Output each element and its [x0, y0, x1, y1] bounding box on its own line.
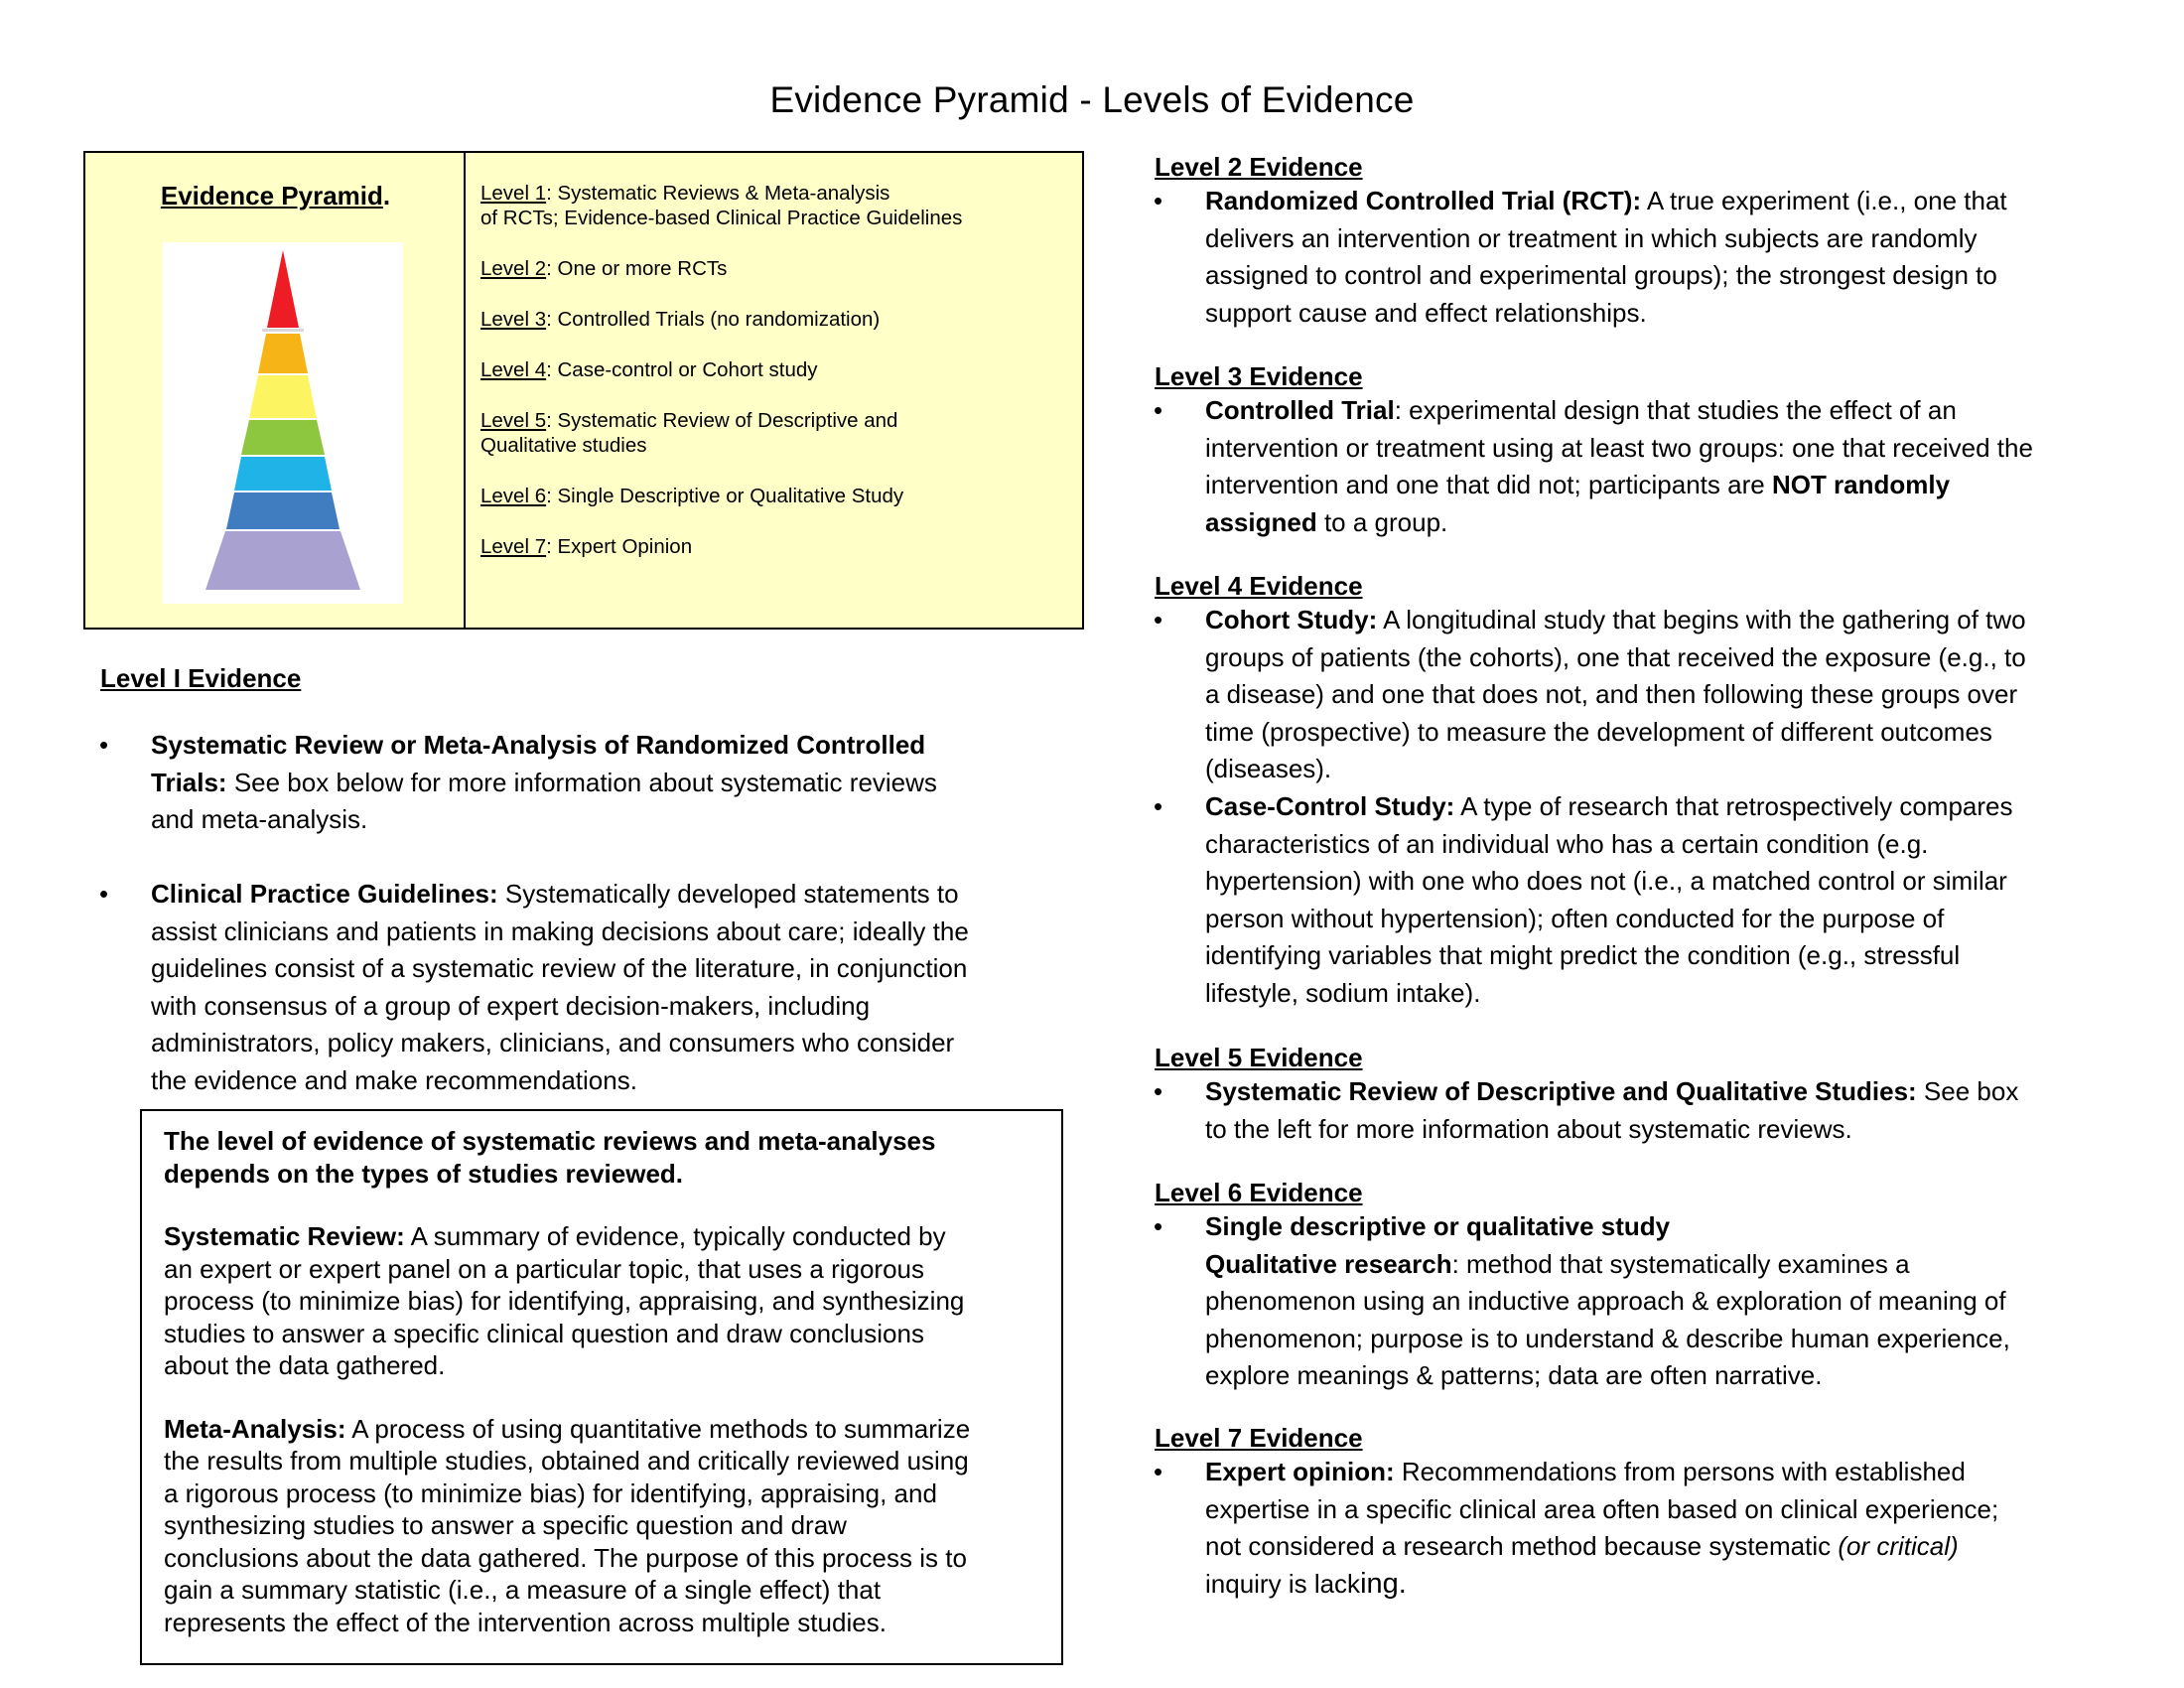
pyramid-tier-5 [234, 457, 332, 491]
item-text: : experimental design that studies the effect of an [1394, 395, 1957, 425]
sr-term: Systematic Review: [164, 1221, 405, 1251]
level-text: : Single Descriptive or Qualitative Study [546, 485, 904, 507]
level-text: : Systematic Reviews & Meta-analysis [546, 182, 890, 205]
level-3-heading: Level 3 Evidence [1155, 361, 1363, 391]
item-line: not considered a research method because systematic [1205, 1531, 1839, 1561]
ma-line: gain a summary statistic (i.e., a measure of a single effect) that [164, 1575, 882, 1605]
level-5-item-systematic-review [1205, 1073, 2158, 1148]
item-term-cont: Trials: [151, 767, 227, 797]
item-line: the evidence and make recommendations. [151, 1064, 637, 1095]
bullet: • [99, 879, 109, 909]
item-line: phenomenon using an inductive approach & exploration of meaning of [1205, 1286, 2006, 1316]
level-4-item-case-control-study [1205, 788, 2158, 1012]
item-emphasis: assigned [1205, 506, 1317, 537]
level-label: Level 5 [480, 409, 547, 432]
pyramid-level-6 [480, 484, 1066, 508]
item-line: characteristics of an individual who has a certain condition (e.g. [1205, 828, 1929, 859]
item-term: Randomized Controlled Trial (RCT): [1205, 186, 1642, 215]
item-term: Case-Control Study: [1205, 791, 1455, 821]
item-line: lifestyle, sodium intake). [1205, 977, 1481, 1008]
item-term: Single descriptive or qualitative study [1205, 1211, 1671, 1241]
item-line: assist clinicians and patients in making decisions about care; ideally the [151, 915, 969, 946]
level-label: Level 4 [480, 358, 547, 381]
sr-text: A summary of evidence, typically conducted by [404, 1221, 946, 1251]
item-line-end: ing. [1360, 1567, 1407, 1600]
pyramid-tier-4 [241, 420, 325, 455]
item-line: identifying variables that might predict the condition (e.g., stressful [1205, 940, 1961, 970]
item-line: to the left for more information about systematic reviews. [1205, 1113, 1852, 1144]
sr-definition [164, 1220, 1037, 1382]
sr-line: about the data gathered. [164, 1350, 446, 1380]
item-term: Systematic Review of Descriptive and Qualitative Studies: [1205, 1076, 1917, 1106]
item-term: Controlled Trial [1205, 395, 1395, 425]
ma-definition [164, 1413, 1037, 1639]
item-line: person without hypertension); often conducted for the purpose of [1205, 903, 1945, 933]
level-6-heading: Level 6 Evidence [1155, 1178, 1363, 1207]
item-line: a disease) and one that does not, and then following these groups over [1205, 679, 2018, 709]
level-label: Level 1 [480, 182, 547, 205]
page-title: Evidence Pyramid - Levels of Evidence [769, 79, 1415, 120]
item-line: intervention or treatment using at least two groups: one that received the [1205, 432, 2033, 463]
level-6-item-qualitative-study [1205, 1208, 2158, 1395]
item-term: Cohort Study: [1205, 605, 1378, 634]
sr-line: studies to answer a specific clinical question and draw conclusions [164, 1318, 924, 1348]
level-2-item-rct [1205, 183, 2138, 332]
pyramid-panel [85, 153, 466, 628]
sr-intro-line: The level of evidence of systematic reviews and meta-analyses [164, 1126, 936, 1156]
level-1-heading: Level I Evidence [100, 663, 302, 693]
item-text: : method that systematically examines a [1451, 1248, 1910, 1279]
level-5-heading: Level 5 Evidence [1155, 1043, 1363, 1072]
level-7-item-expert-opinion [1205, 1454, 2158, 1603]
bullet: • [99, 730, 109, 760]
item-text: A true experiment (i.e., one that [1641, 186, 2007, 215]
item-text-cont: and meta-analysis. [151, 804, 368, 834]
item-text: Recommendations from persons with established [1394, 1457, 1966, 1486]
item-term: Expert opinion: [1205, 1457, 1395, 1486]
bullet: • [1154, 605, 1163, 634]
item-text: See box below for more information about systematic reviews [226, 767, 937, 797]
item-line: support cause and effect relationships. [1205, 297, 1647, 328]
ma-text: A process of using quantitative methods to summarize [345, 1413, 971, 1444]
item-line: with consensus of a group of expert decision-makers, including [151, 990, 871, 1021]
level-text: : Systematic Review of Descriptive and [546, 409, 898, 432]
item-term: Clinical Practice Guidelines: [151, 879, 498, 909]
item-text: Systematically developed statements to [497, 879, 959, 909]
pyramid-level-2 [480, 256, 1066, 281]
level-label: Level 7 [480, 535, 547, 558]
pyramid-heading [85, 181, 466, 211]
item-line: phenomenon; purpose is to understand & describe human experience, [1205, 1323, 2010, 1353]
level-label: Level 6 [480, 485, 547, 507]
pyramid-level-4 [480, 357, 1066, 382]
item-italic: (or critical) [1838, 1531, 1959, 1561]
sr-intro [164, 1125, 1037, 1190]
bullet: • [1154, 395, 1163, 425]
item-line: groups of patients (the cohorts), one that received the exposure (e.g., to [1205, 641, 2026, 672]
item-line: inquiry is lack [1205, 1568, 1361, 1599]
item-text: A longitudinal study that begins with the gathering of two [1377, 605, 2026, 634]
sr-line: process (to minimize bias) for identifying, appraising, and synthesizing [164, 1286, 965, 1316]
bullet: • [1154, 1457, 1163, 1486]
pyramid-heading-text: Evidence Pyramid [160, 181, 383, 211]
level-text: : Controlled Trials (no randomization) [546, 308, 881, 331]
bullet: • [1154, 1076, 1163, 1106]
item-term: Qualitative research [1205, 1248, 1452, 1279]
level-text-cont: Qualitative studies [480, 434, 647, 457]
evidence-pyramid-box [83, 151, 1084, 630]
level-text: : Case-control or Cohort study [546, 358, 818, 381]
ma-line: conclusions about the data gathered. The purpose of this process is to [164, 1542, 967, 1573]
pyramid-level-5 [480, 408, 1066, 458]
ma-line: represents the effect of the intervention across multiple studies. [164, 1607, 887, 1637]
pyramid-levels-list [480, 181, 1066, 585]
bullet: • [1154, 1211, 1163, 1241]
level-text-cont: of RCTs; Evidence-based Clinical Practice Guidelines [480, 207, 963, 229]
item-line: expertise in a specific clinical area often based on clinical experience; [1205, 1493, 1999, 1524]
level-label: Level 3 [480, 308, 547, 331]
pyramid-tier-3 [249, 375, 317, 418]
pyramid-tier-7 [205, 531, 360, 590]
sr-box-content [164, 1125, 1037, 1669]
ma-line: a rigorous process (to minimize bias) for identifying, appraising, and [164, 1477, 937, 1508]
item-emphasis: NOT randomly [1771, 470, 1951, 499]
item-line: time (prospective) to measure the development of different outcomes [1205, 716, 1992, 747]
sr-intro-line: depends on the types of studies reviewed. [164, 1158, 684, 1189]
level-3-item-controlled-trial [1205, 392, 2158, 541]
item-text: See box [1916, 1076, 2019, 1106]
item-term: Systematic Review or Meta-Analysis of Randomized Controlled [151, 730, 926, 760]
sr-line: an expert or expert panel on a particular topic, that uses a rigorous [164, 1253, 924, 1284]
level-4-heading: Level 4 Evidence [1155, 571, 1363, 601]
item-line: to a group. [1316, 506, 1448, 537]
item-line: guidelines consist of a systematic review of the literature, in conjunction [151, 953, 968, 983]
pyramid-level-1 [480, 181, 1066, 230]
level-text: : One or more RCTs [546, 257, 728, 280]
ma-line: the results from multiple studies, obtained and critically reviewed using [164, 1446, 969, 1476]
item-line: (diseases). [1205, 754, 1332, 783]
level-1-item-systematic-review [151, 727, 1064, 839]
pyramid-graphic [163, 242, 403, 604]
pyramid-level-3 [480, 307, 1066, 332]
level-label: Level 2 [480, 257, 547, 280]
item-line: intervention and one that did not; participants are [1205, 470, 1772, 499]
pyramid-tier-1 [267, 250, 299, 328]
item-text: A type of research that retrospectively compares [1454, 791, 2013, 821]
pyramid-heading-period: . [382, 181, 391, 211]
item-line: explore meanings & patterns; data are often narrative. [1205, 1360, 1823, 1390]
pyramid-level-7 [480, 534, 1066, 559]
level-text: : Expert Opinion [546, 535, 693, 558]
level-4-item-cohort-study [1205, 602, 2158, 788]
bullet: • [1154, 791, 1163, 821]
pyramid-svg [163, 242, 403, 604]
pyramid-tier-6 [226, 492, 340, 529]
item-line: delivers an intervention or treatment in which subjects are randomly [1205, 222, 1978, 253]
ma-line: synthesizing studies to answer a specific question and draw [164, 1510, 847, 1540]
item-line: assigned to control and experimental groups); the strongest design to [1205, 260, 1997, 290]
item-line: hypertension) with one who does not (i.e., a matched control or similar [1205, 866, 2007, 896]
level-1-item-clinical-guidelines [151, 876, 1064, 1099]
level-7-heading: Level 7 Evidence [1155, 1423, 1363, 1453]
systematic-review-info-box [140, 1109, 1063, 1665]
level-2-heading: Level 2 Evidence [1155, 152, 1363, 182]
ma-term: Meta-Analysis: [164, 1413, 346, 1444]
pyramid-tier-gap-line [262, 329, 304, 332]
item-line: administrators, policy makers, clinicians, and consumers who consider [151, 1028, 955, 1057]
bullet: • [1154, 186, 1163, 215]
pyramid-tier-2 [258, 334, 308, 373]
